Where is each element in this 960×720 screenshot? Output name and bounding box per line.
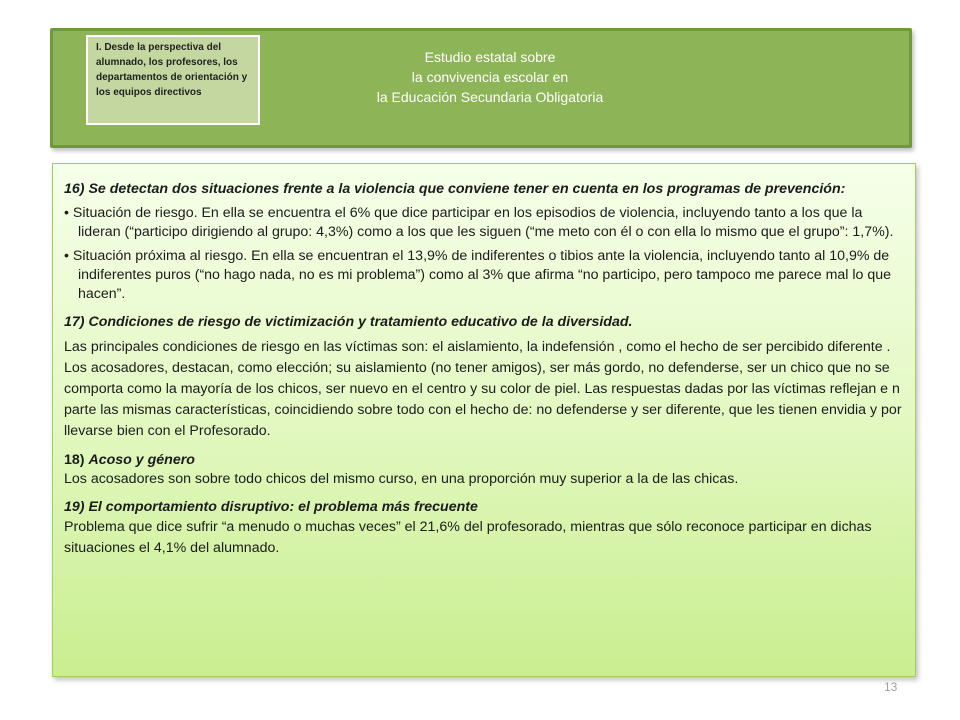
section-18-number: 18)	[64, 452, 85, 468]
section-17-heading: 17) Condiciones de riesgo de victimización y tratamiento educativo de la diversidad.	[64, 314, 633, 330]
section-19-heading: 19) El comportamiento disruptivo: el problema más frecuente	[64, 499, 478, 515]
page-number: 13	[884, 680, 898, 694]
section-tag	[86, 35, 260, 125]
section-16-bullet-2: • Situación próxima al riesgo. En ella se encuentran el 13,9% de indiferentes o tibios ante la violencia, incluyendo tanto al 10,9% de indiferentes puros (“no hago nada, no es mi problema”) como al 3% que afirma “no participo, pero tampoco me parece mal lo que hacen”.	[64, 248, 892, 302]
section-tag-text: I. Desde la perspectiva del alumnado, los profesores, los departamentos de orientación y los equipos directivos	[96, 42, 248, 98]
section-16-bullet-1: • Situación de riesgo. En ella se encuentra el 6% que dice participar en los episodios de violencia, incluyendo tanto a los que la lideran (“participo dirigiendo al grupo: 4,3%) como a los que les siguen (“me meto con él o con ella lo mismo que el grupo”: 1,7%).	[64, 205, 894, 240]
section-18-body: Los acosadores son sobre todo chicos del mismo curso, en una proporción muy superior a la de las chicas.	[64, 471, 739, 487]
section-18-heading	[64, 451, 905, 470]
section-16-heading: 16) Se detectan dos situaciones frente a la violencia que conviene tener en cuenta en los programas de prevención:	[64, 181, 846, 197]
header-title-line-1: Estudio estatal sobre	[424, 49, 556, 65]
section-18-title: Acoso y género	[88, 452, 195, 468]
header-title-line-3: la Educación Secundaria Obligatoria	[376, 89, 604, 105]
section-17-body: Las principales condiciones de riesgo en las víctimas son: el aislamiento, la indefensión , como el hecho de ser percibido diferente . Los acosadores, destacan, como elección; su aislamiento (no tener amigos), ser más gordo, no defenderse, ser un chico que no se comporta como la mayoría de los chicos, ser nuevo en el centro y su color de piel. Las respuestas dadas por las víctimas reflejan e n parte las mismas características, coincidiendo sobre todo con el hecho de: no defenderse y ser diferente, que les tienen envidia y por llevarse bien con el Profesorado.	[64, 339, 902, 439]
header-title	[300, 47, 680, 107]
header-title-line-2: la convivencia escolar en	[411, 69, 569, 85]
section-19-body: Problema que dice sufrir “a menudo o muchas veces” el 21,6% del profesorado, mientras que sólo reconoce participar en dichas situaciones el 4,1% del alumnado.	[64, 519, 872, 556]
content-box	[52, 163, 916, 677]
